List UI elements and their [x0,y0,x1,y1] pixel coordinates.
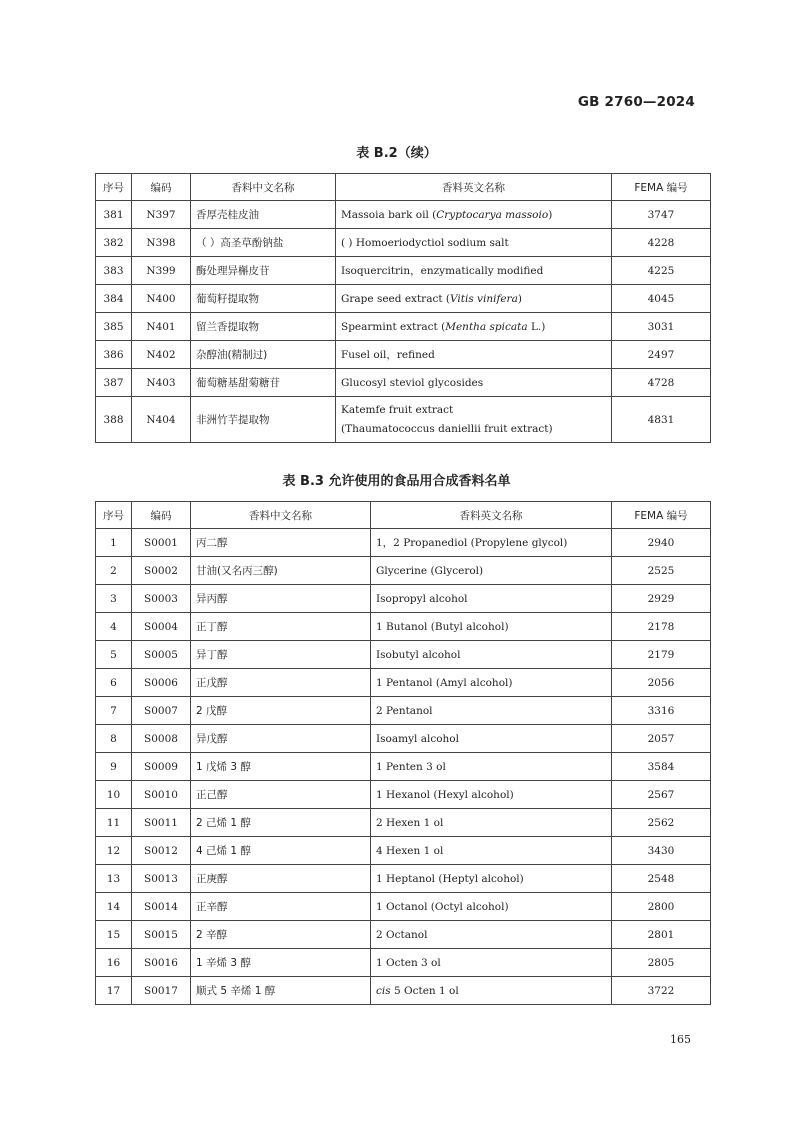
cell-code: S0003 [132,585,191,613]
cell-fema: 4831 [612,397,711,443]
cell-no: 4 [96,613,132,641]
cell-english-name [336,341,612,369]
cell-code: S0001 [132,529,191,557]
column-header-fema: FEMA 编号 [612,502,711,529]
cell-english-name [371,557,612,585]
cell-english-name [336,201,612,229]
table-row [96,557,711,585]
table-row [96,697,711,725]
cell-fema: 2940 [612,529,711,557]
cell-no: 12 [96,837,132,865]
table-row [96,201,711,229]
cell-english-name [371,613,612,641]
cell-chinese-name: 留兰香提取物 [191,313,336,341]
cell-chinese-name: 1 辛烯 3 醇 [191,949,371,977]
cell-fema: 2056 [612,669,711,697]
table-row [96,369,711,397]
cell-code: N403 [132,369,191,397]
cell-fema: 2497 [612,341,711,369]
table-row [96,529,711,557]
cell-chinese-name: 正庚醇 [191,865,371,893]
cell-code: S0008 [132,725,191,753]
cell-chinese-name: 葡萄籽提取物 [191,285,336,313]
en-text: 1 Penten 3 ol [376,760,446,773]
cell-english-name [336,397,612,443]
cell-chinese-name: 正辛醇 [191,893,371,921]
table-row [96,921,711,949]
cell-english-name [371,865,612,893]
table-b2-caption: 表 B.2（续） [356,146,437,161]
en-text: Grape seed extract ( [341,292,450,305]
table-row [96,229,711,257]
table-b2 [95,173,711,443]
en-text: 2 Pentanol [376,704,433,717]
cell-fema: 3031 [612,313,711,341]
en-text: ) [517,292,522,305]
cell-chinese-name: 丙二醇 [191,529,371,557]
cell-english-name [336,285,612,313]
cell-english-name [336,369,612,397]
cell-fema: 3747 [612,201,711,229]
cell-no: 385 [96,313,132,341]
column-header-code: 编码 [132,174,191,201]
en-text: 1 Butanol (Butyl alcohol) [376,620,509,633]
column-header-no: 序号 [96,502,132,529]
cell-chinese-name: 2 戊醇 [191,697,371,725]
cell-code: N397 [132,201,191,229]
cell-chinese-name: 正丁醇 [191,613,371,641]
cell-no: 381 [96,201,132,229]
cell-no: 388 [96,397,132,443]
cell-fema: 2057 [612,725,711,753]
en-text: 5 Octen 1 ol [390,984,459,997]
en-italic-text: cis [376,984,391,997]
cell-chinese-name: 顺式 5 辛烯 1 醇 [191,977,371,1005]
cell-no: 15 [96,921,132,949]
table-row [96,397,711,443]
en-text: Massoia bark oil ( [341,208,437,221]
cell-no: 11 [96,809,132,837]
en-text: Glucosyl steviol glycosides [341,376,484,389]
cell-fema: 2525 [612,557,711,585]
cell-fema: 4045 [612,285,711,313]
table-header-row [96,502,711,529]
en-italic-text: Mentha spicata [445,320,528,333]
en-text: ) [548,208,553,221]
table-row [96,865,711,893]
cell-fema: 2548 [612,865,711,893]
cell-code: S0006 [132,669,191,697]
cell-no: 382 [96,229,132,257]
cell-english-name [371,809,612,837]
table-row [96,285,711,313]
en-text-line: (Thaumatococcus daniellii fruit extract) [341,422,553,435]
cell-no: 8 [96,725,132,753]
column-header-chinese-name: 香料中文名称 [191,174,336,201]
column-header-no: 序号 [96,174,132,201]
column-header-code: 编码 [132,502,191,529]
cell-chinese-name: 2 己烯 1 醇 [191,809,371,837]
cell-fema: 2178 [612,613,711,641]
en-text: Spearmint extract ( [341,320,446,333]
cell-chinese-name: 非洲竹芋提取物 [191,397,336,443]
column-header-chinese-name: 香料中文名称 [191,502,371,529]
en-text: Glycerine (Glycerol) [376,564,484,577]
column-header-english-name: 香料英文名称 [336,174,612,201]
en-italic-text: Cryptocarya massoio [436,208,549,221]
cell-no: 2 [96,557,132,585]
table-row [96,949,711,977]
cell-fema: 2562 [612,809,711,837]
cell-fema: 2179 [612,641,711,669]
cell-english-name [371,753,612,781]
cell-chinese-name: 葡萄糖基甜菊糖苷 [191,369,336,397]
cell-no: 9 [96,753,132,781]
cell-english-name [371,977,612,1005]
en-text: 2 Hexen 1 ol [376,816,444,829]
cell-code: N401 [132,313,191,341]
cell-code: S0015 [132,921,191,949]
cell-no: 384 [96,285,132,313]
cell-english-name [371,949,612,977]
cell-chinese-name: 正戊醇 [191,669,371,697]
cell-code: S0016 [132,949,191,977]
cell-code: N404 [132,397,191,443]
en-text: 1 Hexanol (Hexyl alcohol) [376,788,514,801]
cell-code: S0002 [132,557,191,585]
en-text: 1 Octen 3 ol [376,956,441,969]
cell-english-name [336,229,612,257]
cell-fema: 3316 [612,697,711,725]
cell-english-name [371,697,612,725]
cell-fema: 3584 [612,753,711,781]
cell-code: S0009 [132,753,191,781]
table-row [96,725,711,753]
cell-chinese-name: 甘油(又名丙三醇) [191,557,371,585]
en-text-line: Katemfe fruit extract [341,403,454,416]
cell-code: N399 [132,257,191,285]
cell-chinese-name: 杂醇油(精制过) [191,341,336,369]
cell-fema: 2801 [612,921,711,949]
cell-code: S0013 [132,865,191,893]
cell-code: S0005 [132,641,191,669]
table-row [96,977,711,1005]
cell-fema: 2800 [612,893,711,921]
en-text: Isoquercitrin，enzymatically modified [341,265,544,277]
cell-chinese-name: 正己醇 [191,781,371,809]
cell-fema: 4728 [612,369,711,397]
page-number: 165 [670,1033,691,1046]
cell-fema: 2567 [612,781,711,809]
cell-english-name [371,781,612,809]
cell-code: S0004 [132,613,191,641]
cell-english-name [371,921,612,949]
cell-english-name [371,529,612,557]
cell-no: 6 [96,669,132,697]
en-text: 4 Hexen 1 ol [376,844,444,857]
en-text: Isoamyl alcohol [376,732,459,745]
cell-no: 1 [96,529,132,557]
table-row [96,313,711,341]
table-row [96,809,711,837]
table-row [96,893,711,921]
cell-english-name [371,669,612,697]
cell-code: S0014 [132,893,191,921]
cell-chinese-name: 酶处理异槲皮苷 [191,257,336,285]
table-row [96,341,711,369]
en-text: 1 Pentanol (Amyl alcohol) [376,676,513,689]
en-text: Fusel oil，refined [341,349,435,361]
column-header-fema: FEMA 编号 [612,174,711,201]
cell-no: 383 [96,257,132,285]
table-row [96,257,711,285]
en-text: 2 Octanol [376,928,428,941]
table-row [96,585,711,613]
cell-english-name [371,725,612,753]
cell-no: 16 [96,949,132,977]
cell-code: S0012 [132,837,191,865]
cell-no: 3 [96,585,132,613]
cell-english-name [371,893,612,921]
cell-chinese-name: 异丙醇 [191,585,371,613]
cell-chinese-name: 2 辛醇 [191,921,371,949]
cell-code: S0007 [132,697,191,725]
table-row [96,781,711,809]
cell-no: 13 [96,865,132,893]
en-text: Isobutyl alcohol [376,648,461,661]
cell-chinese-name: （ ）高圣草酚钠盐 [191,229,336,257]
en-text: 1，2 Propanediol (Propylene glycol) [376,537,568,549]
table-b3-caption: 表 B.3 允许使用的食品用合成香料名单 [282,474,511,489]
cell-code: S0011 [132,809,191,837]
cell-english-name [371,585,612,613]
cell-code: N402 [132,341,191,369]
column-header-english-name: 香料英文名称 [371,502,612,529]
cell-fema: 2929 [612,585,711,613]
cell-code: S0010 [132,781,191,809]
cell-fema: 4225 [612,257,711,285]
table-header-row [96,174,711,201]
en-text: 1 Octanol (Octyl alcohol) [376,900,509,913]
cell-chinese-name: 1 戊烯 3 醇 [191,753,371,781]
table-row [96,669,711,697]
table-row [96,837,711,865]
table-row [96,753,711,781]
cell-english-name [336,257,612,285]
cell-code: N398 [132,229,191,257]
cell-fema: 3430 [612,837,711,865]
standard-code: GB 2760—2024 [577,94,695,110]
cell-chinese-name: 异戊醇 [191,725,371,753]
cell-chinese-name: 4 己烯 1 醇 [191,837,371,865]
cell-chinese-name: 异丁醇 [191,641,371,669]
table-row [96,613,711,641]
cell-no: 17 [96,977,132,1005]
cell-fema: 2805 [612,949,711,977]
cell-no: 7 [96,697,132,725]
cell-no: 5 [96,641,132,669]
cell-english-name [371,837,612,865]
cell-no: 386 [96,341,132,369]
cell-english-name [336,313,612,341]
en-text: L.) [527,320,546,333]
cell-no: 14 [96,893,132,921]
cell-code: N400 [132,285,191,313]
cell-fema: 4228 [612,229,711,257]
cell-english-name [371,641,612,669]
table-row [96,641,711,669]
cell-fema: 3722 [612,977,711,1005]
cell-chinese-name: 香厚壳桂皮油 [191,201,336,229]
en-italic-text: Vitis vinifera [449,292,518,305]
cell-no: 387 [96,369,132,397]
en-text: ( ) Homoeriodyctiol sodium salt [341,236,509,249]
cell-no: 10 [96,781,132,809]
en-text: Isopropyl alcohol [376,592,468,605]
table-b3 [95,501,711,1005]
cell-code: S0017 [132,977,191,1005]
en-text: 1 Heptanol (Heptyl alcohol) [376,872,524,885]
